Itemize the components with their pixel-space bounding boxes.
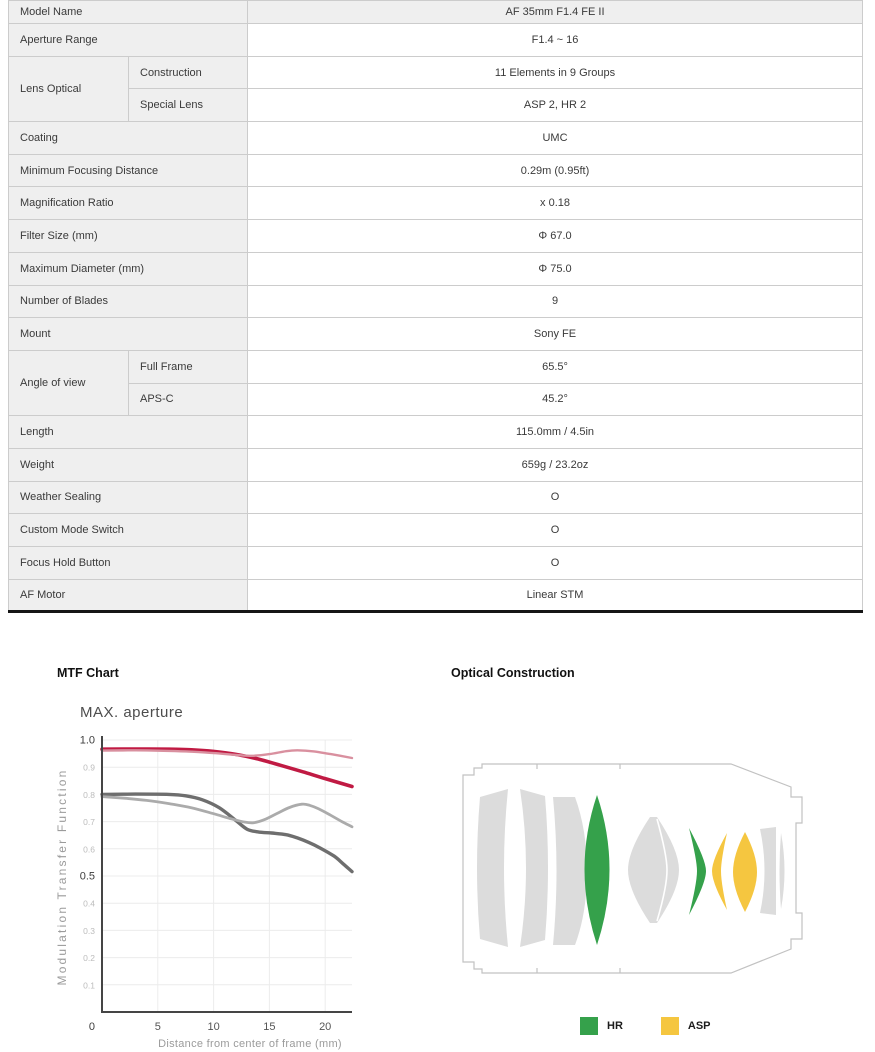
table-row xyxy=(9,187,863,220)
row-value: O xyxy=(248,481,863,514)
optical-construction-diagram xyxy=(450,755,870,1000)
table-row xyxy=(9,56,863,89)
row-value: 65.5° xyxy=(248,350,863,383)
row-label: Coating xyxy=(9,122,248,155)
mtf-x-axis-label: Distance from center of frame (mm) xyxy=(158,1038,342,1050)
row-sublabel: Construction xyxy=(129,56,248,89)
table-row xyxy=(9,514,863,547)
row-sublabel: APS-C xyxy=(129,383,248,416)
lens-element-9 xyxy=(760,827,776,915)
row-label: Length xyxy=(9,416,248,449)
row-value: 45.2° xyxy=(248,383,863,416)
table-row xyxy=(9,1,863,24)
lens-element-2 xyxy=(520,789,548,947)
row-label: AF Motor xyxy=(9,579,248,612)
row-label: Magnification Ratio xyxy=(9,187,248,220)
row-value: Φ 67.0 xyxy=(248,220,863,253)
table-row xyxy=(9,448,863,481)
mtf-chart-plot xyxy=(48,700,368,1052)
row-value: 115.0mm / 4.5in xyxy=(248,416,863,449)
x-tick-label: 15 xyxy=(263,1021,276,1033)
table-row xyxy=(9,383,863,416)
table-row xyxy=(9,350,863,383)
row-value: F1.4 ~ 16 xyxy=(248,24,863,57)
row-label: Aperture Range xyxy=(9,24,248,57)
y-tick-label: 1.0 xyxy=(79,734,95,747)
lens-element-4-hr xyxy=(585,795,610,945)
lens-spec-table xyxy=(8,0,863,613)
hr-legend-label: HR xyxy=(607,1020,623,1032)
x-tick-label: 5 xyxy=(154,1021,161,1033)
row-label: Custom Mode Switch xyxy=(9,514,248,547)
y-tick-label: 0.5 xyxy=(79,870,95,883)
row-label: Weather Sealing xyxy=(9,481,248,514)
mtf-chart-title: MAX. aperture xyxy=(80,704,184,721)
row-value: Linear STM xyxy=(248,579,863,612)
row-value: x 0.18 xyxy=(248,187,863,220)
row-value: AF 35mm F1.4 FE II xyxy=(248,1,863,24)
y-tick-label: 0.7 xyxy=(83,817,95,828)
table-row xyxy=(9,154,863,187)
table-row xyxy=(9,416,863,449)
asp-legend-swatch xyxy=(661,1017,679,1035)
lens-element-10 xyxy=(780,833,785,909)
row-value: 11 Elements in 9 Groups xyxy=(248,56,863,89)
table-row xyxy=(9,220,863,253)
row-label: Maximum Diameter (mm) xyxy=(9,252,248,285)
table-row xyxy=(9,547,863,580)
table-row xyxy=(9,318,863,351)
row-value: Φ 75.0 xyxy=(248,252,863,285)
y-tick-label: 0.3 xyxy=(83,925,95,936)
asp-legend-label: ASP xyxy=(687,1020,711,1032)
y-tick-label: 0 xyxy=(88,1021,95,1033)
row-label: Mount xyxy=(9,318,248,351)
mtf-chart-heading: MTF Chart xyxy=(57,666,119,680)
row-value: 659g / 23.2oz xyxy=(248,448,863,481)
optical-legend xyxy=(580,1017,711,1035)
x-tick-label: 20 xyxy=(319,1021,332,1033)
row-value: UMC xyxy=(248,122,863,155)
row-label: Lens Optical xyxy=(9,56,129,121)
lens-element-8-asp xyxy=(733,832,757,912)
row-label: Number of Blades xyxy=(9,285,248,318)
lens-element-1 xyxy=(477,789,508,947)
row-value: O xyxy=(248,547,863,580)
row-value: Sony FE xyxy=(248,318,863,351)
optical-construction-heading: Optical Construction xyxy=(451,666,575,680)
y-tick-label: 0.2 xyxy=(83,953,95,964)
row-value: O xyxy=(248,514,863,547)
y-tick-label: 0.9 xyxy=(83,762,95,773)
table-row xyxy=(9,579,863,612)
y-tick-label: 0.8 xyxy=(83,789,95,800)
lens-element-5-doublet xyxy=(628,817,679,923)
row-label: Angle of view xyxy=(9,350,129,415)
lens-element-7-asp xyxy=(712,833,727,910)
row-value: 9 xyxy=(248,285,863,318)
lens-element-3 xyxy=(553,797,587,945)
row-value: 0.29m (0.95ft) xyxy=(248,154,863,187)
table-row xyxy=(9,122,863,155)
mtf-y-axis-label: Modulation Transfer Function xyxy=(55,768,69,986)
table-row xyxy=(9,481,863,514)
row-sublabel: Special Lens xyxy=(129,89,248,122)
y-tick-label: 0.4 xyxy=(83,898,95,909)
row-label: Filter Size (mm) xyxy=(9,220,248,253)
row-label: Focus Hold Button xyxy=(9,547,248,580)
table-row xyxy=(9,285,863,318)
table-row xyxy=(9,252,863,285)
table-row xyxy=(9,24,863,57)
row-sublabel: Full Frame xyxy=(129,350,248,383)
y-tick-label: 0.6 xyxy=(83,844,95,855)
table-row xyxy=(9,89,863,122)
row-label: Weight xyxy=(9,448,248,481)
row-label: Model Name xyxy=(9,1,248,24)
hr-legend-swatch xyxy=(580,1017,598,1035)
lens-element-6-hr xyxy=(689,828,706,915)
x-tick-label: 10 xyxy=(207,1021,220,1033)
y-tick-label: 0.1 xyxy=(83,980,95,991)
row-label: Minimum Focusing Distance xyxy=(9,154,248,187)
row-value: ASP 2, HR 2 xyxy=(248,89,863,122)
